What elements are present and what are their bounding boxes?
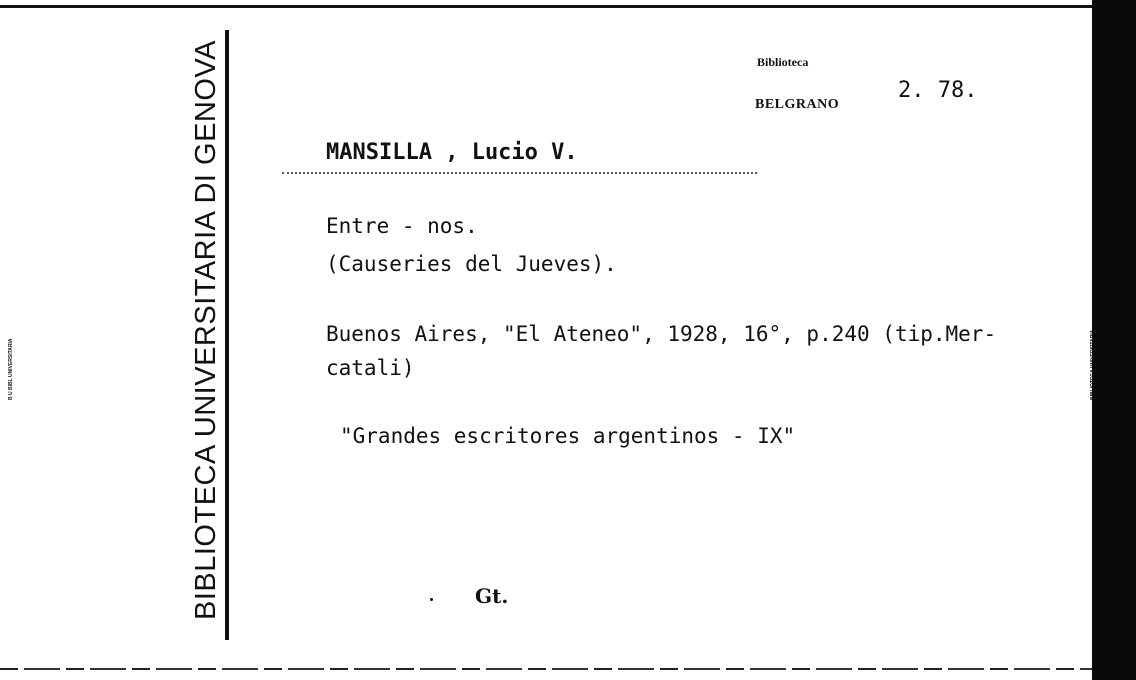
dotted-rule [282,172,757,174]
margin-rule [225,30,229,640]
top-border [0,5,1092,8]
right-edge-shadow [1092,0,1136,680]
handwritten-mark: Gt. [475,584,509,608]
ink-dot [430,598,433,601]
left-edge-stamp: B U BIBL UNIVERSITARIA [8,338,14,400]
imprint-line-1: Buenos Aires, "El Ateneo", 1928, 16°, p.240 (tip.Mer- [326,322,997,346]
right-edge-stamp: BIBLIOTECA UNIVERSITARIA [1090,329,1096,400]
imprint-line-2: catali) [326,356,415,380]
series-note: "Grandes escritores argentinos - IX" [340,424,796,448]
bottom-border [0,668,1092,670]
author-heading: MANSILLA , Lucio V. [326,140,578,165]
library-margin-stamp: BIBLIOTECA UNIVERSITARIA DI GENOVA [190,40,222,620]
library-name: BELGRANO [755,97,840,112]
title-line-2: (Causeries del Jueves). [326,252,617,276]
library-label: Biblioteca [757,55,809,69]
shelfmark: 2. 78. [898,78,978,103]
title-line-1: Entre - nos. [326,214,478,238]
